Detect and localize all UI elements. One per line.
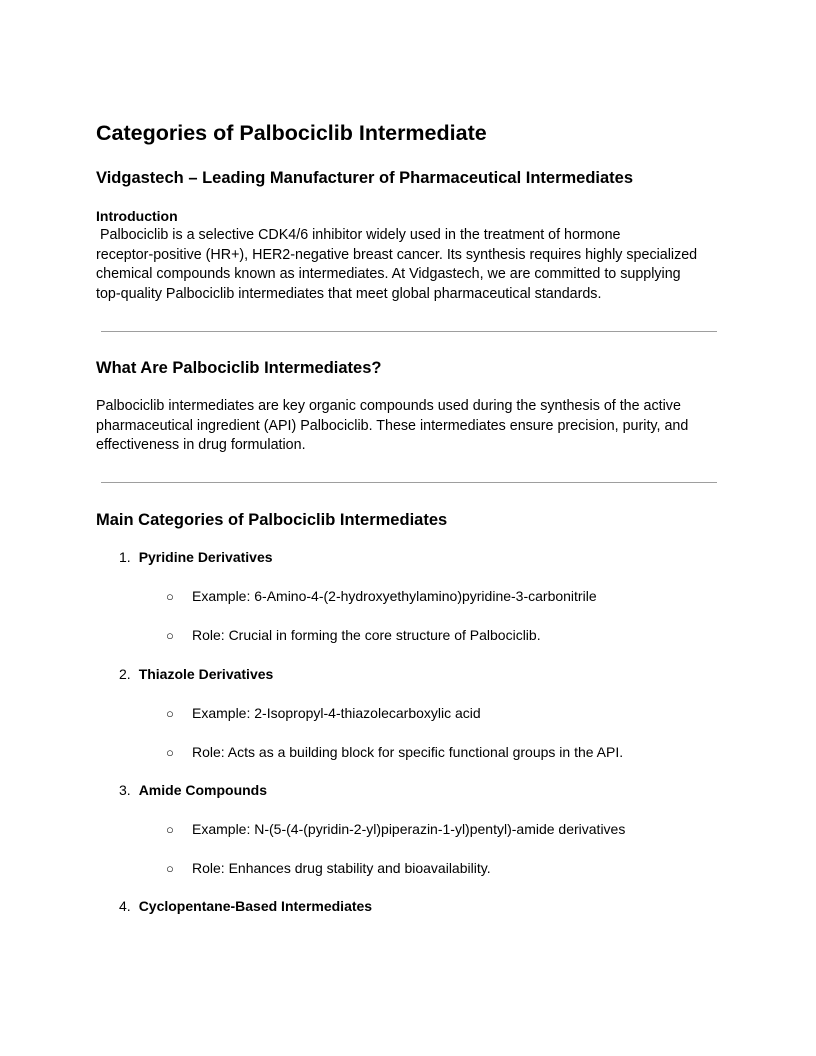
sub-bullet-text: Role: Crucial in forming the core structure of Palbociclib. bbox=[192, 627, 541, 643]
what-line: effectiveness in drug formulation. bbox=[96, 437, 306, 453]
circle-bullet-icon: ○ bbox=[166, 861, 174, 876]
page-title: Categories of Palbociclib Intermediate bbox=[96, 121, 487, 145]
sub-bullet bbox=[166, 821, 625, 837]
circle-bullet-icon: ○ bbox=[166, 706, 174, 721]
horizontal-rule bbox=[101, 482, 717, 483]
list-item-label: Pyridine Derivatives bbox=[138, 549, 273, 565]
what-line: pharmaceutical ingredient (API) Palbociclib. These intermediates ensure precision, purity, and bbox=[96, 417, 689, 434]
list-item-pyridine bbox=[119, 549, 273, 565]
sub-bullet bbox=[166, 627, 541, 643]
sub-bullet bbox=[166, 860, 491, 876]
intro-line: receptor-positive (HR+), HER2-negative breast cancer. Its synthesis requires highly specialized bbox=[96, 246, 698, 263]
list-number: 3. bbox=[119, 782, 131, 798]
sub-bullet-text: Role: Enhances drug stability and bioavailability. bbox=[192, 860, 491, 876]
circle-bullet-icon: ○ bbox=[166, 628, 174, 643]
sub-bullet-text: Role: Acts as a building block for specific functional groups in the API. bbox=[192, 744, 624, 760]
list-item-thiazole bbox=[119, 666, 273, 682]
list-number: 2. bbox=[119, 666, 131, 682]
sub-bullet-text: Example: 6-Amino-4-(2-hydroxyethylamino)pyridine-3-carbonitrile bbox=[192, 588, 597, 604]
list-item-amide bbox=[119, 782, 267, 798]
main-heading: Main Categories of Palbociclib Intermediates bbox=[96, 511, 448, 529]
circle-bullet-icon: ○ bbox=[166, 822, 174, 837]
sub-bullet-text: Example: N-(5-(4-(pyridin-2-yl)piperazin-1-yl)pentyl)-amide derivatives bbox=[192, 821, 626, 837]
sub-bullet bbox=[166, 705, 481, 721]
intro-line: top-quality Palbociclib intermediates that meet global pharmaceutical standards. bbox=[96, 285, 602, 302]
intro-line: Palbociclib is a selective CDK4/6 inhibitor widely used in the treatment of hormone bbox=[96, 227, 621, 243]
circle-bullet-icon: ○ bbox=[166, 589, 174, 604]
what-paragraph bbox=[96, 397, 688, 456]
what-heading: What Are Palbociclib Intermediates? bbox=[96, 359, 382, 377]
list-number: 1. bbox=[119, 549, 131, 565]
page-subtitle: Vidgastech – Leading Manufacturer of Pharmaceutical Intermediates bbox=[96, 169, 634, 187]
list-item-label: Thiazole Derivatives bbox=[138, 666, 274, 682]
list-item-label: Cyclopentane-Based Intermediates bbox=[138, 898, 373, 914]
intro-line: chemical compounds known as intermediates. At Vidgastech, we are committed to supplying bbox=[96, 266, 681, 282]
sub-bullet-text: Example: 2-Isopropyl-4-thiazolecarboxylic acid bbox=[192, 705, 481, 721]
horizontal-rule bbox=[101, 331, 717, 332]
list-number: 4. bbox=[119, 898, 131, 914]
sub-bullet bbox=[166, 588, 597, 604]
sub-bullet bbox=[166, 744, 623, 760]
intro-paragraph bbox=[96, 226, 697, 304]
what-line: Palbociclib intermediates are key organic compounds used during the synthesis of the active bbox=[96, 398, 681, 414]
list-item-cyclopentane bbox=[119, 898, 372, 914]
intro-label: Introduction bbox=[96, 208, 178, 224]
circle-bullet-icon: ○ bbox=[166, 745, 174, 760]
list-item-label: Amide Compounds bbox=[138, 782, 268, 798]
